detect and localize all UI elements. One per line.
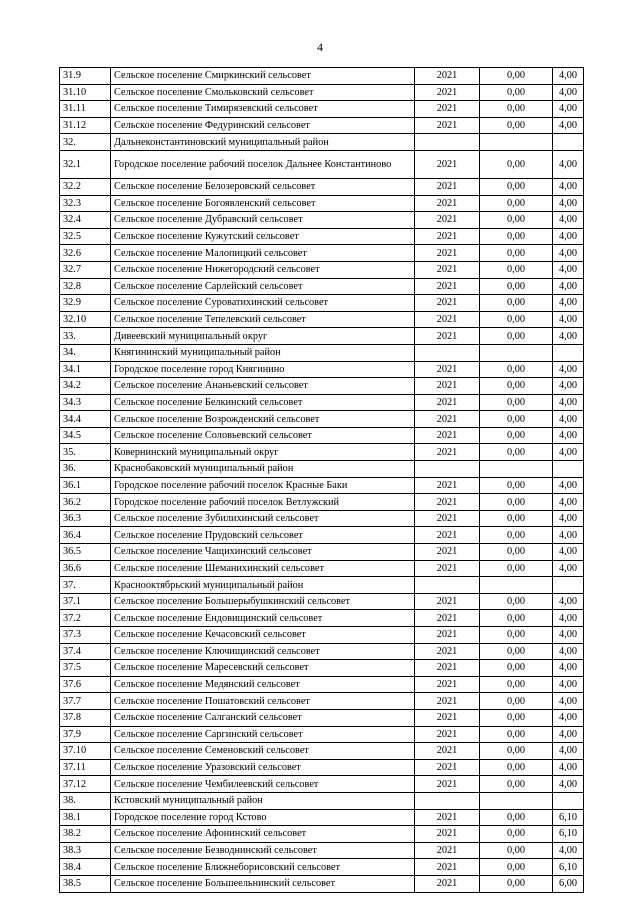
- row-year-cell: 2021: [415, 875, 480, 892]
- row-name-cell: Сельское поселение Афонинский сельсовет: [111, 826, 415, 843]
- table-row: [60, 228, 584, 245]
- row-number-cell: 34.3: [60, 394, 111, 411]
- row-value1-cell: 0,00: [480, 411, 553, 428]
- row-name-cell: Сельское поселение Маресевский сельсовет: [111, 660, 415, 677]
- row-year-cell: 2021: [415, 842, 480, 859]
- row-year-cell: 2021: [415, 627, 480, 644]
- table-row: [60, 411, 584, 428]
- row-year-cell: 2021: [415, 178, 480, 195]
- row-year-cell: 2021: [415, 693, 480, 710]
- row-year-cell: 2021: [415, 278, 480, 295]
- row-value1-cell: 0,00: [480, 660, 553, 677]
- row-number-cell: 32.3: [60, 195, 111, 212]
- table-row: [60, 101, 584, 118]
- row-value2-cell: 4,00: [553, 278, 584, 295]
- row-year-cell: 2021: [415, 809, 480, 826]
- table-row: [60, 427, 584, 444]
- row-year-cell: 2021: [415, 494, 480, 511]
- row-value2-cell: [553, 461, 584, 478]
- row-value1-cell: 0,00: [480, 494, 553, 511]
- row-value1-cell: 0,00: [480, 444, 553, 461]
- row-number-cell: 32.6: [60, 245, 111, 262]
- row-name-cell: Сельское поселение Большеельнинский сельсовет: [111, 875, 415, 892]
- row-value1-cell: 0,00: [480, 743, 553, 760]
- row-number-cell: 31.11: [60, 101, 111, 118]
- table-row: [60, 792, 584, 809]
- table-row: [60, 461, 584, 478]
- row-year-cell: 2021: [415, 560, 480, 577]
- row-value2-cell: [553, 577, 584, 594]
- row-value2-cell: 4,00: [553, 660, 584, 677]
- row-value2-cell: 4,00: [553, 295, 584, 312]
- row-number-cell: 34.: [60, 344, 111, 361]
- row-value2-cell: 4,00: [553, 150, 584, 178]
- row-year-cell: 2021: [415, 311, 480, 328]
- row-number-cell: 36.5: [60, 544, 111, 561]
- table-row: [60, 693, 584, 710]
- row-value2-cell: 4,00: [553, 68, 584, 85]
- row-value1-cell: 0,00: [480, 311, 553, 328]
- row-number-cell: 38.5: [60, 875, 111, 892]
- row-value2-cell: 4,00: [553, 378, 584, 395]
- row-year-cell: 2021: [415, 477, 480, 494]
- row-value2-cell: 4,00: [553, 676, 584, 693]
- row-name-cell: Сельское поселение Белозеровский сельсовет: [111, 178, 415, 195]
- row-value2-cell: 4,00: [553, 842, 584, 859]
- row-value1-cell: 0,00: [480, 228, 553, 245]
- row-name-cell: Ковернинский муниципальный округ: [111, 444, 415, 461]
- row-value1-cell: 0,00: [480, 295, 553, 312]
- row-value1-cell: 0,00: [480, 427, 553, 444]
- row-name-cell: Краснобаковский муниципальный район: [111, 461, 415, 478]
- row-value2-cell: 4,00: [553, 726, 584, 743]
- row-name-cell: Сельское поселение Тимирязевский сельсовет: [111, 101, 415, 118]
- row-year-cell: 2021: [415, 394, 480, 411]
- table-row: [60, 842, 584, 859]
- row-number-cell: 36.3: [60, 510, 111, 527]
- row-number-cell: 31.12: [60, 117, 111, 134]
- row-name-cell: Сельское поселение Кечасовский сельсовет: [111, 627, 415, 644]
- row-value1-cell: [480, 792, 553, 809]
- row-year-cell: 2021: [415, 709, 480, 726]
- row-value2-cell: 4,00: [553, 627, 584, 644]
- row-year-cell: 2021: [415, 117, 480, 134]
- row-value2-cell: 4,00: [553, 228, 584, 245]
- row-value1-cell: 0,00: [480, 627, 553, 644]
- row-name-cell: Сельское поселение Смольковский сельсовет: [111, 84, 415, 101]
- row-value2-cell: 4,00: [553, 527, 584, 544]
- row-number-cell: 36.6: [60, 560, 111, 577]
- table-row: [60, 477, 584, 494]
- row-name-cell: Сельское поселение Пошатовский сельсовет: [111, 693, 415, 710]
- row-value1-cell: 0,00: [480, 726, 553, 743]
- row-value1-cell: [480, 461, 553, 478]
- row-name-cell: Сельское поселение Ананьевский сельсовет: [111, 378, 415, 395]
- row-value2-cell: 4,00: [553, 477, 584, 494]
- row-year-cell: 2021: [415, 212, 480, 229]
- row-number-cell: 34.1: [60, 361, 111, 378]
- row-value2-cell: [553, 134, 584, 151]
- row-value1-cell: 0,00: [480, 394, 553, 411]
- row-number-cell: 32.: [60, 134, 111, 151]
- table-row: [60, 444, 584, 461]
- table-row: [60, 361, 584, 378]
- table-row: [60, 295, 584, 312]
- row-number-cell: 38.4: [60, 859, 111, 876]
- row-value2-cell: 4,00: [553, 411, 584, 428]
- row-value1-cell: 0,00: [480, 826, 553, 843]
- row-year-cell: 2021: [415, 643, 480, 660]
- row-year-cell: 2021: [415, 84, 480, 101]
- row-year-cell: 2021: [415, 378, 480, 395]
- row-name-cell: Сельское поселение Смиркинский сельсовет: [111, 68, 415, 85]
- row-value1-cell: 0,00: [480, 560, 553, 577]
- row-year-cell: 2021: [415, 726, 480, 743]
- row-year-cell: 2021: [415, 610, 480, 627]
- table-row: [60, 776, 584, 793]
- row-number-cell: 37.2: [60, 610, 111, 627]
- table-row: [60, 378, 584, 395]
- row-year-cell: 2021: [415, 150, 480, 178]
- row-name-cell: Сельское поселение Нижегородский сельсовет: [111, 261, 415, 278]
- row-value2-cell: 4,00: [553, 560, 584, 577]
- table-row: [60, 150, 584, 178]
- row-year-cell: 2021: [415, 328, 480, 345]
- row-number-cell: 34.4: [60, 411, 111, 428]
- row-value1-cell: 0,00: [480, 117, 553, 134]
- row-name-cell: Сельское поселение Семеновский сельсовет: [111, 743, 415, 760]
- row-value1-cell: 0,00: [480, 378, 553, 395]
- row-year-cell: 2021: [415, 859, 480, 876]
- row-name-cell: Сельское поселение Малопицкий сельсовет: [111, 245, 415, 262]
- row-year-cell: 2021: [415, 295, 480, 312]
- row-year-cell: [415, 344, 480, 361]
- row-value2-cell: 6,00: [553, 875, 584, 892]
- row-year-cell: 2021: [415, 660, 480, 677]
- row-value2-cell: 4,00: [553, 394, 584, 411]
- table-row: [60, 68, 584, 85]
- row-year-cell: 2021: [415, 593, 480, 610]
- row-name-cell: Сельское поселение Медянский сельсовет: [111, 676, 415, 693]
- row-value2-cell: 6,10: [553, 809, 584, 826]
- row-number-cell: 32.4: [60, 212, 111, 229]
- row-value2-cell: 4,00: [553, 261, 584, 278]
- data-table: [59, 67, 584, 893]
- row-name-cell: Сельское поселение Зубилихинский сельсовет: [111, 510, 415, 527]
- row-number-cell: 32.8: [60, 278, 111, 295]
- row-name-cell: Сельское поселение Ендовищинский сельсовет: [111, 610, 415, 627]
- table-row: [60, 245, 584, 262]
- row-value2-cell: 4,00: [553, 693, 584, 710]
- row-year-cell: 2021: [415, 261, 480, 278]
- row-value2-cell: 4,00: [553, 643, 584, 660]
- row-name-cell: Сельское поселение Ближнеборисовский сельсовет: [111, 859, 415, 876]
- row-name-cell: Сельское поселение Суроватихинский сельсовет: [111, 295, 415, 312]
- row-number-cell: 36.: [60, 461, 111, 478]
- row-year-cell: 2021: [415, 743, 480, 760]
- row-year-cell: 2021: [415, 361, 480, 378]
- row-year-cell: 2021: [415, 527, 480, 544]
- table-row: [60, 195, 584, 212]
- row-number-cell: 32.2: [60, 178, 111, 195]
- table-row: [60, 660, 584, 677]
- table-row: [60, 544, 584, 561]
- row-value1-cell: 0,00: [480, 245, 553, 262]
- table-row: [60, 178, 584, 195]
- row-number-cell: 38.3: [60, 842, 111, 859]
- row-year-cell: 2021: [415, 510, 480, 527]
- row-value1-cell: 0,00: [480, 195, 553, 212]
- row-name-cell: Дивеевский муниципальный округ: [111, 328, 415, 345]
- row-value2-cell: 4,00: [553, 311, 584, 328]
- row-name-cell: Сельское поселение Сарлейский сельсовет: [111, 278, 415, 295]
- table-row: [60, 117, 584, 134]
- row-value1-cell: [480, 577, 553, 594]
- table-row: [60, 577, 584, 594]
- table-row: [60, 261, 584, 278]
- table-row: [60, 560, 584, 577]
- table-row: [60, 826, 584, 843]
- row-year-cell: 2021: [415, 826, 480, 843]
- row-value1-cell: 0,00: [480, 328, 553, 345]
- row-value1-cell: 0,00: [480, 759, 553, 776]
- row-value1-cell: 0,00: [480, 593, 553, 610]
- table-row: [60, 627, 584, 644]
- table-row: [60, 726, 584, 743]
- row-name-cell: Сельское поселение Чембилеевский сельсовет: [111, 776, 415, 793]
- row-value2-cell: 4,00: [553, 361, 584, 378]
- row-value1-cell: 0,00: [480, 510, 553, 527]
- table-body: [60, 68, 584, 893]
- row-value2-cell: 4,00: [553, 212, 584, 229]
- table-row: [60, 84, 584, 101]
- row-number-cell: 38.: [60, 792, 111, 809]
- row-number-cell: 37.10: [60, 743, 111, 760]
- row-year-cell: 2021: [415, 676, 480, 693]
- table-row: [60, 394, 584, 411]
- row-year-cell: 2021: [415, 444, 480, 461]
- row-name-cell: Сельское поселение Салганский сельсовет: [111, 709, 415, 726]
- row-year-cell: 2021: [415, 195, 480, 212]
- row-name-cell: Сельское поселение Федуринский сельсовет: [111, 117, 415, 134]
- row-year-cell: 2021: [415, 544, 480, 561]
- row-value2-cell: 6,10: [553, 826, 584, 843]
- row-value2-cell: 4,00: [553, 544, 584, 561]
- row-name-cell: Городское поселение рабочий поселок Красные Баки: [111, 477, 415, 494]
- row-value2-cell: 4,00: [553, 709, 584, 726]
- row-value1-cell: 0,00: [480, 150, 553, 178]
- row-value1-cell: 0,00: [480, 859, 553, 876]
- row-name-cell: Сельское поселение Соловьевский сельсовет: [111, 427, 415, 444]
- row-name-cell: Дальнеконстантиновский муниципальный район: [111, 134, 415, 151]
- row-name-cell: Городское поселение город Княгинино: [111, 361, 415, 378]
- row-year-cell: 2021: [415, 228, 480, 245]
- row-name-cell: Княгининский муниципальный район: [111, 344, 415, 361]
- row-value2-cell: 4,00: [553, 178, 584, 195]
- row-number-cell: 34.2: [60, 378, 111, 395]
- row-value2-cell: 4,00: [553, 328, 584, 345]
- row-year-cell: [415, 792, 480, 809]
- row-number-cell: 36.2: [60, 494, 111, 511]
- row-name-cell: Сельское поселение Дубравский сельсовет: [111, 212, 415, 229]
- row-value1-cell: 0,00: [480, 809, 553, 826]
- row-name-cell: Сельское поселение Тепелевский сельсовет: [111, 311, 415, 328]
- row-year-cell: 2021: [415, 101, 480, 118]
- row-number-cell: 32.9: [60, 295, 111, 312]
- row-number-cell: 37.3: [60, 627, 111, 644]
- row-value1-cell: [480, 344, 553, 361]
- row-year-cell: 2021: [415, 759, 480, 776]
- row-name-cell: Сельское поселение Безводнинский сельсовет: [111, 842, 415, 859]
- row-value1-cell: 0,00: [480, 610, 553, 627]
- row-year-cell: 2021: [415, 68, 480, 85]
- row-name-cell: Городское поселение рабочий поселок Ветлужский: [111, 494, 415, 511]
- row-number-cell: 31.10: [60, 84, 111, 101]
- row-number-cell: 38.2: [60, 826, 111, 843]
- table-row: [60, 344, 584, 361]
- row-value2-cell: 4,00: [553, 427, 584, 444]
- row-number-cell: 31.9: [60, 68, 111, 85]
- row-value2-cell: 4,00: [553, 195, 584, 212]
- row-value2-cell: 4,00: [553, 101, 584, 118]
- row-value1-cell: 0,00: [480, 842, 553, 859]
- row-value2-cell: 4,00: [553, 444, 584, 461]
- row-name-cell: Кстовский муниципальный район: [111, 792, 415, 809]
- row-year-cell: [415, 577, 480, 594]
- row-year-cell: [415, 461, 480, 478]
- row-name-cell: Сельское поселение Чащихинский сельсовет: [111, 544, 415, 561]
- row-value2-cell: [553, 344, 584, 361]
- row-number-cell: 38.1: [60, 809, 111, 826]
- row-name-cell: Сельское поселение Шеманихинский сельсовет: [111, 560, 415, 577]
- table-row: [60, 676, 584, 693]
- row-value2-cell: 4,00: [553, 84, 584, 101]
- row-number-cell: 34.5: [60, 427, 111, 444]
- row-name-cell: Сельское поселение Уразовский сельсовет: [111, 759, 415, 776]
- table-row: [60, 278, 584, 295]
- row-name-cell: Сельское поселение Белкинский сельсовет: [111, 394, 415, 411]
- row-name-cell: Сельское поселение Прудовский сельсовет: [111, 527, 415, 544]
- row-number-cell: 33.: [60, 328, 111, 345]
- row-number-cell: 37.12: [60, 776, 111, 793]
- row-number-cell: 32.1: [60, 150, 111, 178]
- table-row: [60, 212, 584, 229]
- row-value2-cell: 4,00: [553, 245, 584, 262]
- row-name-cell: Сельское поселение Большерыбушкинский сельсовет: [111, 593, 415, 610]
- table-row: [60, 328, 584, 345]
- row-name-cell: Краснооктябрьский муниципальный район: [111, 577, 415, 594]
- row-number-cell: 32.5: [60, 228, 111, 245]
- row-value2-cell: 4,00: [553, 117, 584, 134]
- row-year-cell: 2021: [415, 427, 480, 444]
- row-value1-cell: 0,00: [480, 68, 553, 85]
- page-number: 4: [317, 40, 323, 54]
- table-row: [60, 743, 584, 760]
- row-value1-cell: 0,00: [480, 875, 553, 892]
- row-name-cell: Сельское поселение Ключищинский сельсовет: [111, 643, 415, 660]
- row-value2-cell: 6,10: [553, 859, 584, 876]
- row-number-cell: 37.: [60, 577, 111, 594]
- row-value2-cell: 4,00: [553, 593, 584, 610]
- row-name-cell: Сельское поселение Возрожденский сельсовет: [111, 411, 415, 428]
- table-row: [60, 494, 584, 511]
- row-value1-cell: 0,00: [480, 178, 553, 195]
- row-year-cell: 2021: [415, 776, 480, 793]
- row-value2-cell: 4,00: [553, 494, 584, 511]
- row-value2-cell: [553, 792, 584, 809]
- table-row: [60, 759, 584, 776]
- row-number-cell: 37.11: [60, 759, 111, 776]
- row-number-cell: 37.4: [60, 643, 111, 660]
- row-value1-cell: 0,00: [480, 278, 553, 295]
- row-value1-cell: 0,00: [480, 477, 553, 494]
- row-year-cell: 2021: [415, 245, 480, 262]
- row-value2-cell: 4,00: [553, 510, 584, 527]
- row-value2-cell: 4,00: [553, 759, 584, 776]
- row-value1-cell: 0,00: [480, 709, 553, 726]
- row-value1-cell: 0,00: [480, 693, 553, 710]
- table-row: [60, 311, 584, 328]
- row-number-cell: 36.1: [60, 477, 111, 494]
- row-name-cell: Сельское поселение Богоявленский сельсовет: [111, 195, 415, 212]
- row-value1-cell: 0,00: [480, 643, 553, 660]
- table-row: [60, 809, 584, 826]
- table-row: [60, 709, 584, 726]
- row-value1-cell: 0,00: [480, 261, 553, 278]
- row-value2-cell: 4,00: [553, 610, 584, 627]
- row-number-cell: 37.1: [60, 593, 111, 610]
- row-number-cell: 37.8: [60, 709, 111, 726]
- row-name-cell: Городское поселение город Кстово: [111, 809, 415, 826]
- row-year-cell: [415, 134, 480, 151]
- row-name-cell: Городское поселение рабочий поселок Дальнее Константиново: [111, 150, 415, 178]
- row-value1-cell: 0,00: [480, 676, 553, 693]
- table-row: [60, 134, 584, 151]
- table-row: [60, 859, 584, 876]
- row-value2-cell: 4,00: [553, 743, 584, 760]
- row-number-cell: 37.6: [60, 676, 111, 693]
- row-value1-cell: 0,00: [480, 527, 553, 544]
- row-value1-cell: [480, 134, 553, 151]
- row-year-cell: 2021: [415, 411, 480, 428]
- row-value1-cell: 0,00: [480, 776, 553, 793]
- row-value2-cell: 4,00: [553, 776, 584, 793]
- row-number-cell: 37.9: [60, 726, 111, 743]
- row-number-cell: 37.7: [60, 693, 111, 710]
- table-row: [60, 510, 584, 527]
- row-number-cell: 35.: [60, 444, 111, 461]
- row-number-cell: 37.5: [60, 660, 111, 677]
- table-row: [60, 527, 584, 544]
- row-number-cell: 32.7: [60, 261, 111, 278]
- row-value1-cell: 0,00: [480, 84, 553, 101]
- row-name-cell: Сельское поселение Кужутский сельсовет: [111, 228, 415, 245]
- row-value1-cell: 0,00: [480, 101, 553, 118]
- table-row: [60, 643, 584, 660]
- table-row: [60, 593, 584, 610]
- table-row: [60, 610, 584, 627]
- table-row: [60, 875, 584, 892]
- row-number-cell: 32.10: [60, 311, 111, 328]
- row-value1-cell: 0,00: [480, 361, 553, 378]
- row-value1-cell: 0,00: [480, 544, 553, 561]
- row-name-cell: Сельское поселение Саргинский сельсовет: [111, 726, 415, 743]
- row-number-cell: 36.4: [60, 527, 111, 544]
- row-value1-cell: 0,00: [480, 212, 553, 229]
